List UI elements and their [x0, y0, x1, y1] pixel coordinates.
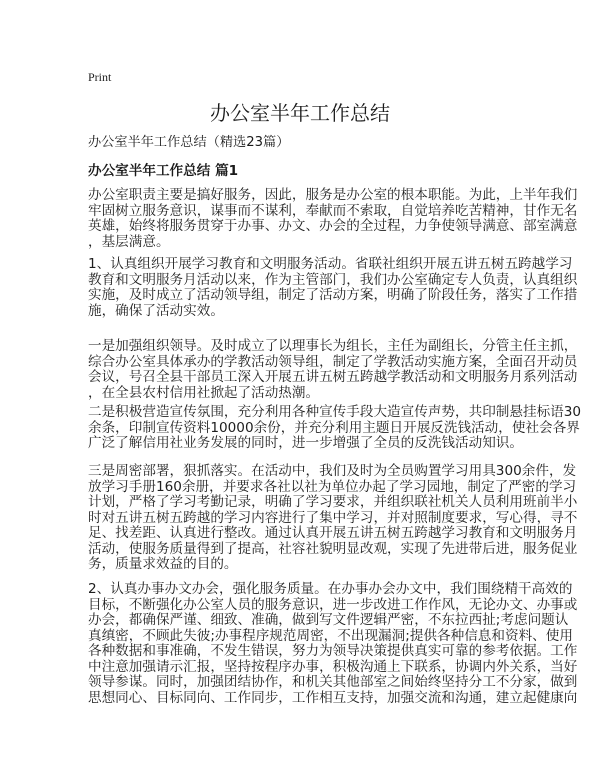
paragraph-line: 三是周密部署，狠抓落实。在活动中，我们及时为全员购置学习用具300余件，发	[88, 463, 577, 479]
paragraph-line: 实施，及时成立了活动领导组，制定了活动方案，明确了阶段任务，落实了工作措	[88, 287, 578, 303]
paragraph-line: 各种数据和事准确，不发生错误，努力为领导决策提供真实可靠的参考依据。工作	[88, 643, 578, 659]
section-heading: 办公室半年工作总结 篇1	[88, 163, 239, 179]
paragraph	[88, 404, 582, 452]
paragraph-line: 教育和文明服务月活动以来，作为主管部门，我们办公室确定专人负责，认真组织	[88, 271, 578, 288]
paragraph-line: 目标，不断强化办公室人员的服务意识，进一步改进工作作风，无论办文、办事或	[88, 596, 578, 613]
paragraph-line: 计划，严格了学习考勤记录，明确了学习要求，并组织联社机关人员利用班前半小	[88, 494, 578, 510]
paragraph-line: 广泛了解信用社业务发展的同时，进一步增强了全员的反洗钱活动知识。	[88, 435, 523, 451]
paragraph-line: 放学习手册160余册，并要求各社以社为单位办起了学习园地，制定了严密的学习	[88, 478, 577, 495]
paragraph	[88, 187, 578, 250]
paragraph-line: 办公室职责主要是搞好服务，因此，服务是办公室的根本职能。为此，上半年我们	[88, 187, 578, 203]
print-label[interactable]: Print	[88, 70, 112, 84]
paragraph	[88, 256, 578, 319]
paragraph-line: 1、认真组织开展学习教育和文明服务活动。省联社组织开展五讲五树五跨越学习	[88, 256, 573, 272]
document-subtitle: 办公室半年工作总结（精选23篇）	[88, 135, 290, 150]
paragraph-line: 施，确保了活动实效。	[88, 302, 224, 319]
paragraph-line: 领导参谋。同时，加强团结协作，和机关其他部室之间始终坚持分工不分家，做到	[88, 674, 578, 690]
paragraph	[88, 338, 578, 401]
paragraph-line: 2、认真办事办文办会，强化服务质量。在办事办会办文中，我们围绕精干高效的	[88, 581, 573, 597]
paragraph-line: 思想同心、目标同向、工作同步，工作相互支持，加强交流和沟通，建立起健康向	[88, 689, 578, 706]
paragraph	[88, 581, 578, 706]
paragraph-line: 余条，印制宣传资料10000余份，并充分利用主题日开展反洗钱活动，使社会各界	[88, 419, 580, 436]
paragraph-line: 时对五讲五树五跨越的学习内容进行了集中学习，并对照制度要求，写心得，寻不	[88, 509, 578, 526]
paragraph-line: 办会，都确保严谨、细致、准确，做到写文件逻辑严密，不东拉西扯;考虑问题认	[88, 612, 569, 628]
paragraph-line: 牢固树立服务意识，谋事而不谋利，奉献而不索取，自觉培养吃苦精神，甘作无名	[88, 202, 578, 219]
paragraph-line: ，在全县农村信用社掀起了活动热潮。	[88, 384, 320, 401]
paragraph-line: 会议，号召全县干部员工深入开展五讲五树五跨越学教活动和文明服务月系列活动	[88, 369, 578, 385]
paragraph-line: 真缜密，不顾此失彼;办事程序规范周密，不出现漏洞;提供各种信息和资料、使用	[88, 627, 573, 644]
paragraph-line: 二是积极营造宣传氛围，充分利用各种宣传手段大造宣传声势，共印制悬挂标语30	[88, 404, 582, 420]
document-title: 办公室半年工作总结	[210, 101, 390, 125]
paragraph-line: 综合办公室具体承办的学教活动领导组，制定了学教活动实施方案，全面召开动员	[88, 353, 578, 370]
paragraph-line: 活动，使服务质量得到了提高，社容社貌明显改观，实现了先进带后进，服务促业	[88, 540, 578, 557]
paragraph-line: 一是加强组织领导。及时成立了以理事长为组长，主任为副组长，分管主任主抓，	[88, 338, 578, 354]
paragraph-line: 中注意加强请示汇报，坚持按程序办事，积极沟通上下联系，协调内外关系，当好	[88, 658, 578, 675]
paragraph-line: 足、找差距、认真进行整改。通过认真开展五讲五树五跨越学习教育和文明服务月	[88, 525, 578, 541]
paragraph-line: 英雄，始终将服务贯穿于办事、办文、办会的全过程，力争使领导满意、部室满意	[88, 218, 578, 234]
paragraph-line: 务，质量求效益的目的。	[88, 556, 238, 572]
paragraph-line: ，基层满意。	[88, 233, 170, 250]
paragraph	[88, 463, 578, 573]
